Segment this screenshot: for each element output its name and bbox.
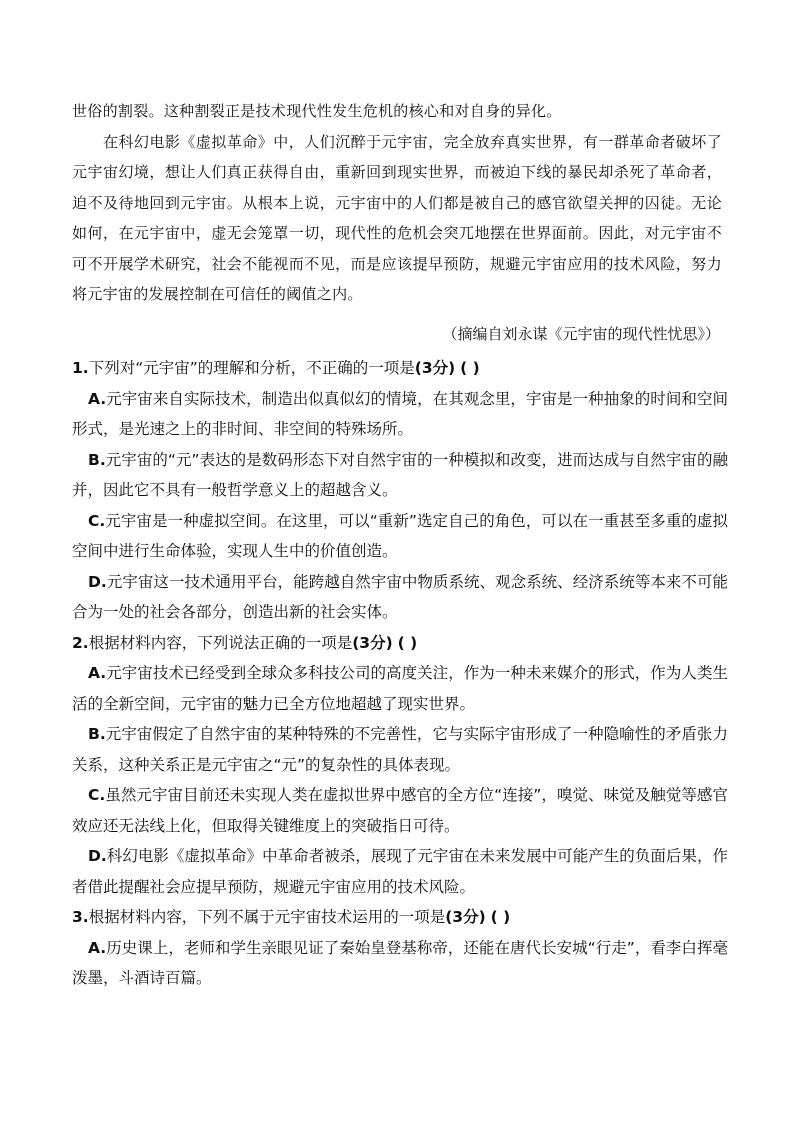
question-score: (3分): [352, 633, 393, 652]
question-2-option-a: [72, 658, 728, 719]
option-text: 元宇宙的“元”表达的是数码形态下对自然宇宙的一种模拟和改变，进而达成与自然宇宙的融并，因此它不具有一般哲学意义上的超越含义。: [72, 450, 728, 499]
option-letter: D.: [88, 847, 107, 865]
answer-blank: ( ): [490, 908, 511, 926]
passage-source-citation: （摘编自刘永谋《元宇宙的现代性忧思》）: [442, 325, 720, 343]
question-1-option-a: [72, 384, 728, 445]
passage-paragraph-2: 在科幻电影《虚拟革命》中，人们沉醉于元宇宙，完全放弃真实世界，有一群革命者破坏了元宇宙幻境，想让人们真正获得自由，重新回到现实世界，而被迫下线的暴民却杀死了革命者，迫不及待地回到元宇宙。从根本上说，元宇宙中的人们都是被自己的感官欲望关押的囚徒。无论如何，在元宇宙中，虚无会笼罩一切，现代性的危机会突兀地摆在世界面前。因此，对元宇宙不可不开展学术研究，社会不能视而不见，而是应该提早预防，规避元宇宙应用的技术风险，努力将元宇宙的发展控制在可信任的阈值之内。: [72, 132, 722, 303]
option-letter: D.: [88, 572, 107, 591]
option-text: 元宇宙假定了自然宇宙的某种特殊的不完善性，它与实际宇宙形成了一种隐喻性的矛盾张力关系，这种关系正是元宇宙之“元”的复杂性的具体表现。: [72, 725, 728, 774]
question-number: 2.: [72, 633, 89, 652]
option-text: 科幻电影《虚拟革命》中革命者被杀，展现了元宇宙在未来发展中可能产生的负面后果，作者借此提醒社会应提早预防，规避元宇宙应用的技术风险。: [72, 847, 728, 896]
option-letter: B.: [88, 450, 106, 469]
question-score: (3分): [445, 908, 486, 926]
answer-blank: ( ): [460, 359, 480, 377]
option-letter: A.: [88, 938, 107, 957]
question-number: 1.: [72, 359, 89, 377]
question-number: 3.: [72, 908, 89, 926]
question-text: 根据材料内容，下列说法正确的一项是: [88, 633, 353, 652]
question-1-stem: [72, 353, 728, 384]
question-text: 下列对“元宇宙”的理解和分析，不正确的一项是: [88, 359, 415, 377]
question-3-option-a: [72, 933, 728, 994]
option-letter: A.: [88, 664, 107, 682]
option-text: 元宇宙技术已经受到全球众多科技公司的高度关注，作为一种未来媒介的形式，作为人类生活的全新空间，元宇宙的魅力已全方位地超越了现实世界。: [72, 664, 728, 713]
answer-blank: ( ): [397, 633, 418, 652]
question-score: (3分): [414, 359, 456, 377]
question-text: 根据材料内容，下列不属于元宇宙技术运用的一项是: [88, 908, 446, 926]
question-2-option-c: [72, 780, 728, 841]
question-1-option-d: [72, 567, 728, 628]
question-2-option-d: [72, 841, 728, 902]
option-text: 元宇宙这一技术通用平台，能跨越自然宇宙中物质系统、观念系统、经济系统等本来不可能合为一处的社会各部分，创造出新的社会实体。: [72, 572, 728, 621]
option-letter: A.: [88, 389, 107, 408]
option-text: 元宇宙来自实际技术，制造出似真似幻的情境，在其观念里，宇宙是一种抽象的时间和空间形式，是光速之上的非时间、非空间的特殊场所。: [72, 389, 728, 438]
passage-paragraph-1: 世俗的割裂。这种割裂正是技术现代性发生危机的核心和对自身的异化。: [72, 102, 562, 120]
question-1-option-c: [72, 506, 728, 567]
reading-passage: [72, 96, 722, 310]
option-text: 历史课上，老师和学生亲眼见证了秦始皇登基称帝，还能在唐代长安城“行走”，看李白挥毫泼墨，斗酒诗百篇。: [72, 938, 728, 987]
question-list: [72, 353, 728, 994]
question-1-option-b: [72, 445, 728, 506]
option-letter: C.: [88, 786, 106, 804]
option-text: 虽然元宇宙目前还未实现人类在虚拟世界中感官的全方位“连接”，嗅觉、味觉及触觉等感官效应还无法线上化，但取得关键维度上的突破指日可待。: [72, 786, 728, 835]
option-text: 元宇宙是一种虚拟空间。在这里，可以“重新”选定自己的角色，可以在一重甚至多重的虚拟空间中进行生命体验，实现人生中的价值创造。: [72, 511, 728, 560]
option-letter: B.: [88, 725, 106, 743]
question-2-stem: [72, 628, 728, 659]
question-3-stem: [72, 902, 728, 933]
question-2-option-b: [72, 719, 728, 780]
option-letter: C.: [88, 511, 106, 530]
